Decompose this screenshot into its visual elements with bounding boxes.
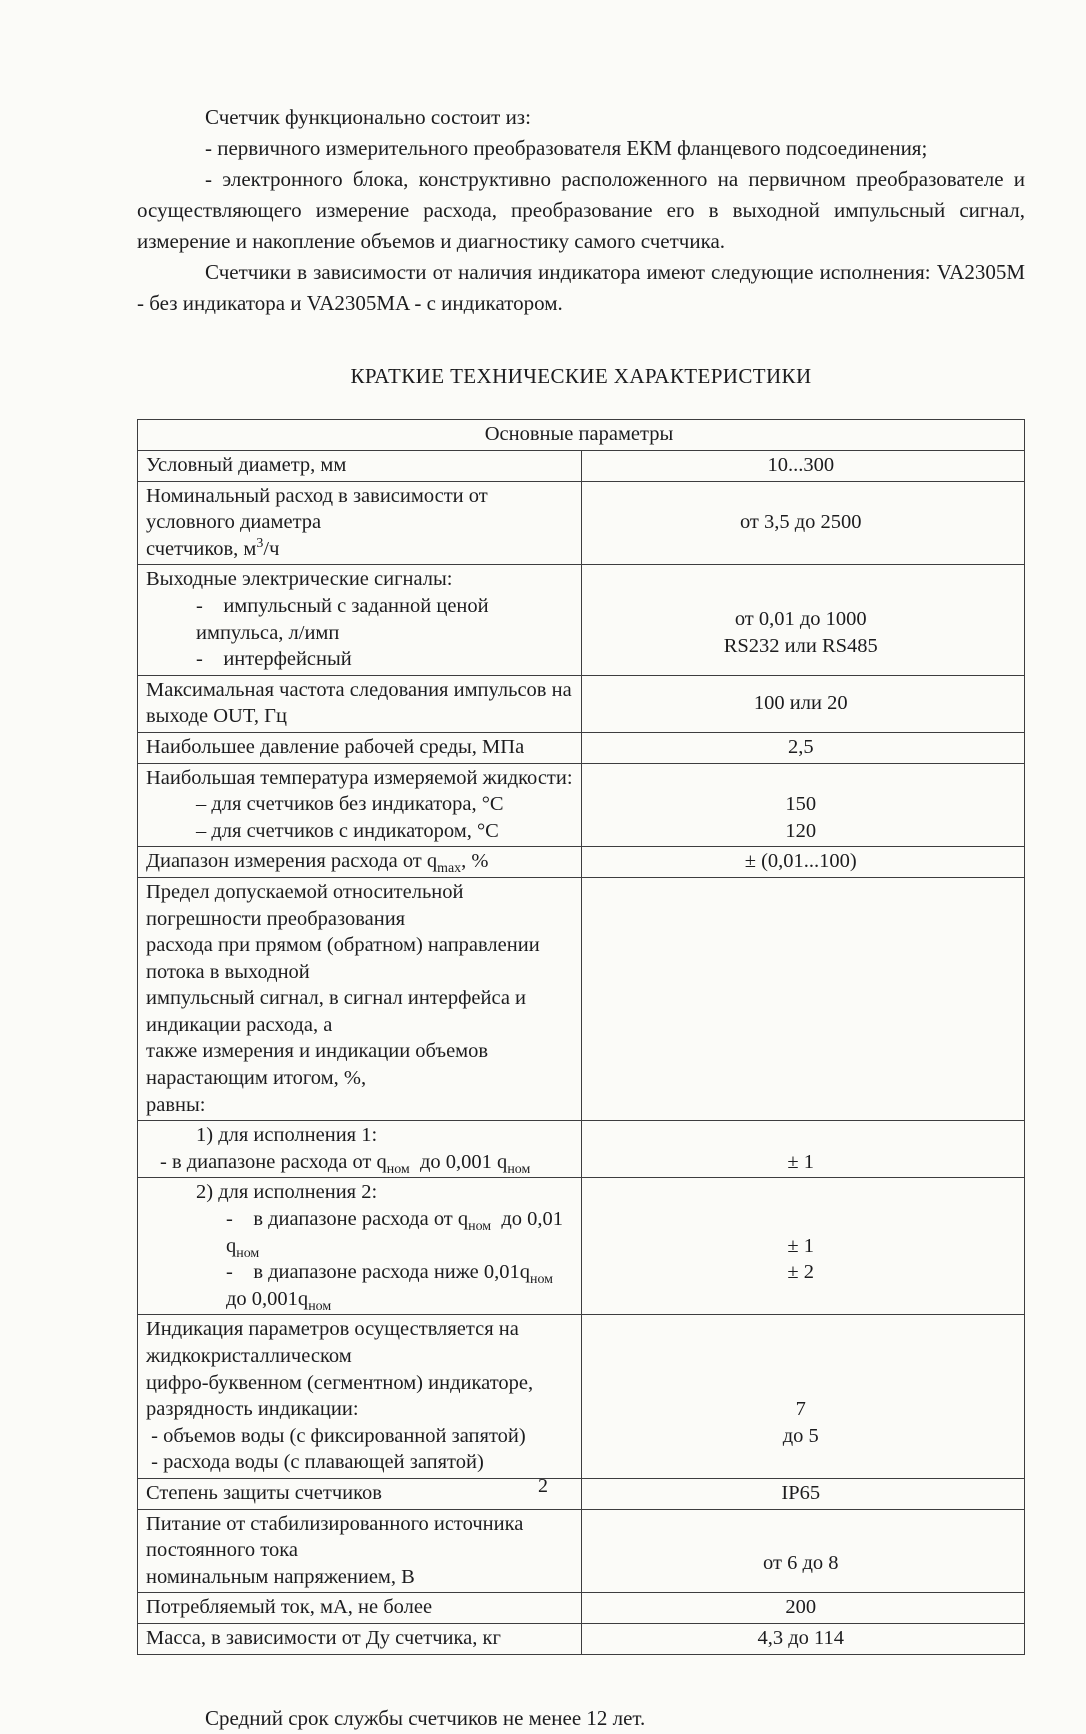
- value-line: [582, 765, 1021, 792]
- parameter-line: также измерения и индикации объемов нарастающим итогом, %,: [146, 1040, 494, 1090]
- parameter-line: счетчиков, $м^3/ч$: [146, 535, 280, 560]
- parameter-line: 2) для исполнения 2:: [196, 1181, 378, 1204]
- value-cell: [581, 1315, 1025, 1479]
- page-number: 2: [538, 1475, 548, 1497]
- value-line: [582, 1370, 1021, 1397]
- parameter-cell: [138, 481, 582, 565]
- table-row: [138, 763, 1025, 847]
- parameter-cell: [138, 1121, 582, 1178]
- parameter-line: Степень защиты счетчиков: [146, 1481, 382, 1504]
- parameter-line: Наибольшая температура измеряемой жидкости:: [146, 766, 573, 789]
- value-cell: [581, 675, 1025, 732]
- parameter-cell: [138, 1509, 582, 1593]
- table-header: Основные параметры: [138, 420, 1025, 451]
- parameter-line: Максимальная частота следования импульсов на выходе OUT, Гц: [146, 678, 577, 728]
- intro-paragraph-2: - первичного измерительного преобразователя ЕКМ фланцевого подсоединения;: [205, 136, 928, 160]
- table-row: [138, 481, 1025, 565]
- value-line: ± 2: [787, 1261, 815, 1284]
- value-line: [582, 580, 1021, 607]
- table-row: [138, 675, 1025, 732]
- value-cell: [581, 451, 1025, 482]
- table-row: [138, 1121, 1025, 1178]
- parameter-line: - в диапазоне расхода ниже $0,01q_{ном}$ до $0,001q_{ном}$: [226, 1261, 559, 1314]
- parameter-line: – для счетчиков с индикатором, °С: [196, 819, 499, 842]
- footer-note: Средний срок службы счетчиков не менее 12 лет.: [205, 1705, 646, 1730]
- intro-paragraph-4: Счетчики в зависимости от наличия индикатора имеют следующие исполнения: VA2305M - без индикатора и VA2305MA - с индикатором.: [137, 260, 1025, 315]
- value-line: [582, 1524, 1021, 1551]
- parameter-line: - в диапазоне расхода от $q_{ном}$ до 0,001 $q_{ном}$: [160, 1150, 531, 1177]
- value-line: от 3,5 до 2500: [739, 511, 862, 534]
- table-row: [138, 1623, 1025, 1654]
- table-row: [138, 565, 1025, 675]
- value-cell: [581, 1623, 1025, 1654]
- value-line: от 6 до 8: [763, 1552, 839, 1575]
- value-line: ± 1: [787, 1234, 815, 1257]
- value-cell: [581, 565, 1025, 675]
- parameter-cell: [138, 847, 582, 878]
- value-cell: [581, 847, 1025, 878]
- table-row: [138, 451, 1025, 482]
- parameter-line: 1) для исполнения 1:: [196, 1124, 378, 1147]
- value-line: ± (0,01...100): [744, 850, 857, 873]
- table-row: [138, 1315, 1025, 1479]
- table-row: [138, 1509, 1025, 1593]
- value-line: [582, 1122, 1021, 1149]
- value-cell: [581, 732, 1025, 763]
- value-line: 200: [785, 1596, 817, 1619]
- value-line: RS232 или RS485: [723, 634, 878, 657]
- table-row: [138, 1593, 1025, 1624]
- parameter-line: - интерфейсный: [196, 648, 352, 671]
- parameter-cell: [138, 732, 582, 763]
- parameter-line: – для счетчиков без индикатора, °С: [196, 793, 504, 816]
- specs-table: [137, 419, 1025, 1655]
- value-line: 4,3 до 114: [757, 1626, 845, 1649]
- value-line: [582, 1343, 1021, 1370]
- section-title: КРАТКИЕ ТЕХНИЧЕСКИЕ ХАРАКТЕРИСТИКИ: [350, 364, 812, 388]
- parameter-line: Номинальный расход в зависимости от условного диаметра: [146, 484, 493, 534]
- intro-paragraph-1: Счетчик функционально состоит из:: [205, 105, 531, 129]
- parameter-line: Питание от стабилизированного источника постоянного тока: [146, 1512, 529, 1562]
- value-cell: [581, 1509, 1025, 1593]
- value-cell: [581, 877, 1025, 1120]
- parameter-line: Условный диаметр, мм: [146, 454, 347, 476]
- parameter-cell: [138, 1623, 582, 1654]
- parameter-line: расхода при прямом (обратном) направлении потока в выходной: [146, 934, 545, 983]
- parameter-cell: [138, 1315, 582, 1479]
- parameter-line: - расхода воды (с плавающей запятой): [146, 1451, 484, 1474]
- value-line: от 0,01 до 1000: [734, 608, 867, 631]
- parameter-cell: [138, 1593, 582, 1624]
- value-line: 150: [785, 793, 817, 816]
- parameter-cell: [138, 1178, 582, 1315]
- parameter-line: Индикация параметров осуществляется на жидкокристаллическом: [146, 1318, 524, 1367]
- parameter-line: равны:: [146, 1093, 206, 1116]
- parameter-cell: [138, 451, 582, 482]
- parameter-line: Выходные электрические сигналы:: [146, 568, 453, 591]
- table-row: [138, 1178, 1025, 1315]
- value-line: 7: [795, 1398, 806, 1421]
- value-line: IP65: [781, 1481, 821, 1504]
- value-line: до 5: [782, 1424, 819, 1447]
- parameter-line: - в диапазоне расхода от $q_{ном}$ до 0,01 $q_{ном}$: [226, 1208, 569, 1261]
- table-header-row: [138, 420, 1025, 451]
- parameter-line: Диапазон измерения расхода от $q_{max}$, %: [146, 850, 489, 877]
- parameter-line: номинальным напряжением, В: [146, 1565, 415, 1588]
- table-row: [138, 732, 1025, 763]
- specs-table-body: [138, 451, 1025, 1655]
- parameter-line: Масса, в зависимости от Ду счетчика, кг: [146, 1626, 501, 1649]
- value-cell: [581, 763, 1025, 847]
- value-line: 120: [785, 819, 817, 842]
- value-cell: [581, 481, 1025, 565]
- value-line: [582, 1206, 1021, 1233]
- parameter-cell: [138, 565, 582, 675]
- value-line: ± 1: [787, 1150, 815, 1173]
- parameter-line: Наибольшее давление рабочей среды, МПа: [146, 735, 525, 758]
- parameter-line: - импульсный с заданной ценой импульса, л/имп: [196, 594, 494, 644]
- value-line: 100 или 20: [753, 692, 848, 715]
- table-row: [138, 877, 1025, 1120]
- parameter-line: Предел допускаемой относительной погрешности преобразования: [146, 880, 469, 930]
- value-cell: [581, 1121, 1025, 1178]
- intro-paragraph-3: - электронного блока, конструктивно расположенного на первичном преобразователе и осуществляющего измерение расхода, преобразование его в выходной импульсный сигнал, измерение и накопление объемов и диагностику самого счетчика.: [137, 167, 1025, 253]
- parameter-cell: [138, 763, 582, 847]
- parameter-line: цифро-буквенном (сегментном) индикаторе, разрядность индикации:: [146, 1371, 539, 1421]
- value-line: 2,5: [787, 735, 814, 758]
- table-row: [138, 847, 1025, 878]
- value-cell: [581, 1593, 1025, 1624]
- parameter-cell: [138, 877, 582, 1120]
- parameter-line: - объемов воды (с фиксированной запятой): [146, 1424, 526, 1447]
- value-line: 10...300: [767, 454, 835, 476]
- parameter-line: Потребляемый ток, мА, не более: [146, 1596, 433, 1619]
- value-cell: [581, 1178, 1025, 1315]
- parameter-line: импульсный сигнал, в сигнал интерфейса и индикации расхода, а: [146, 987, 532, 1036]
- parameter-cell: [138, 675, 582, 732]
